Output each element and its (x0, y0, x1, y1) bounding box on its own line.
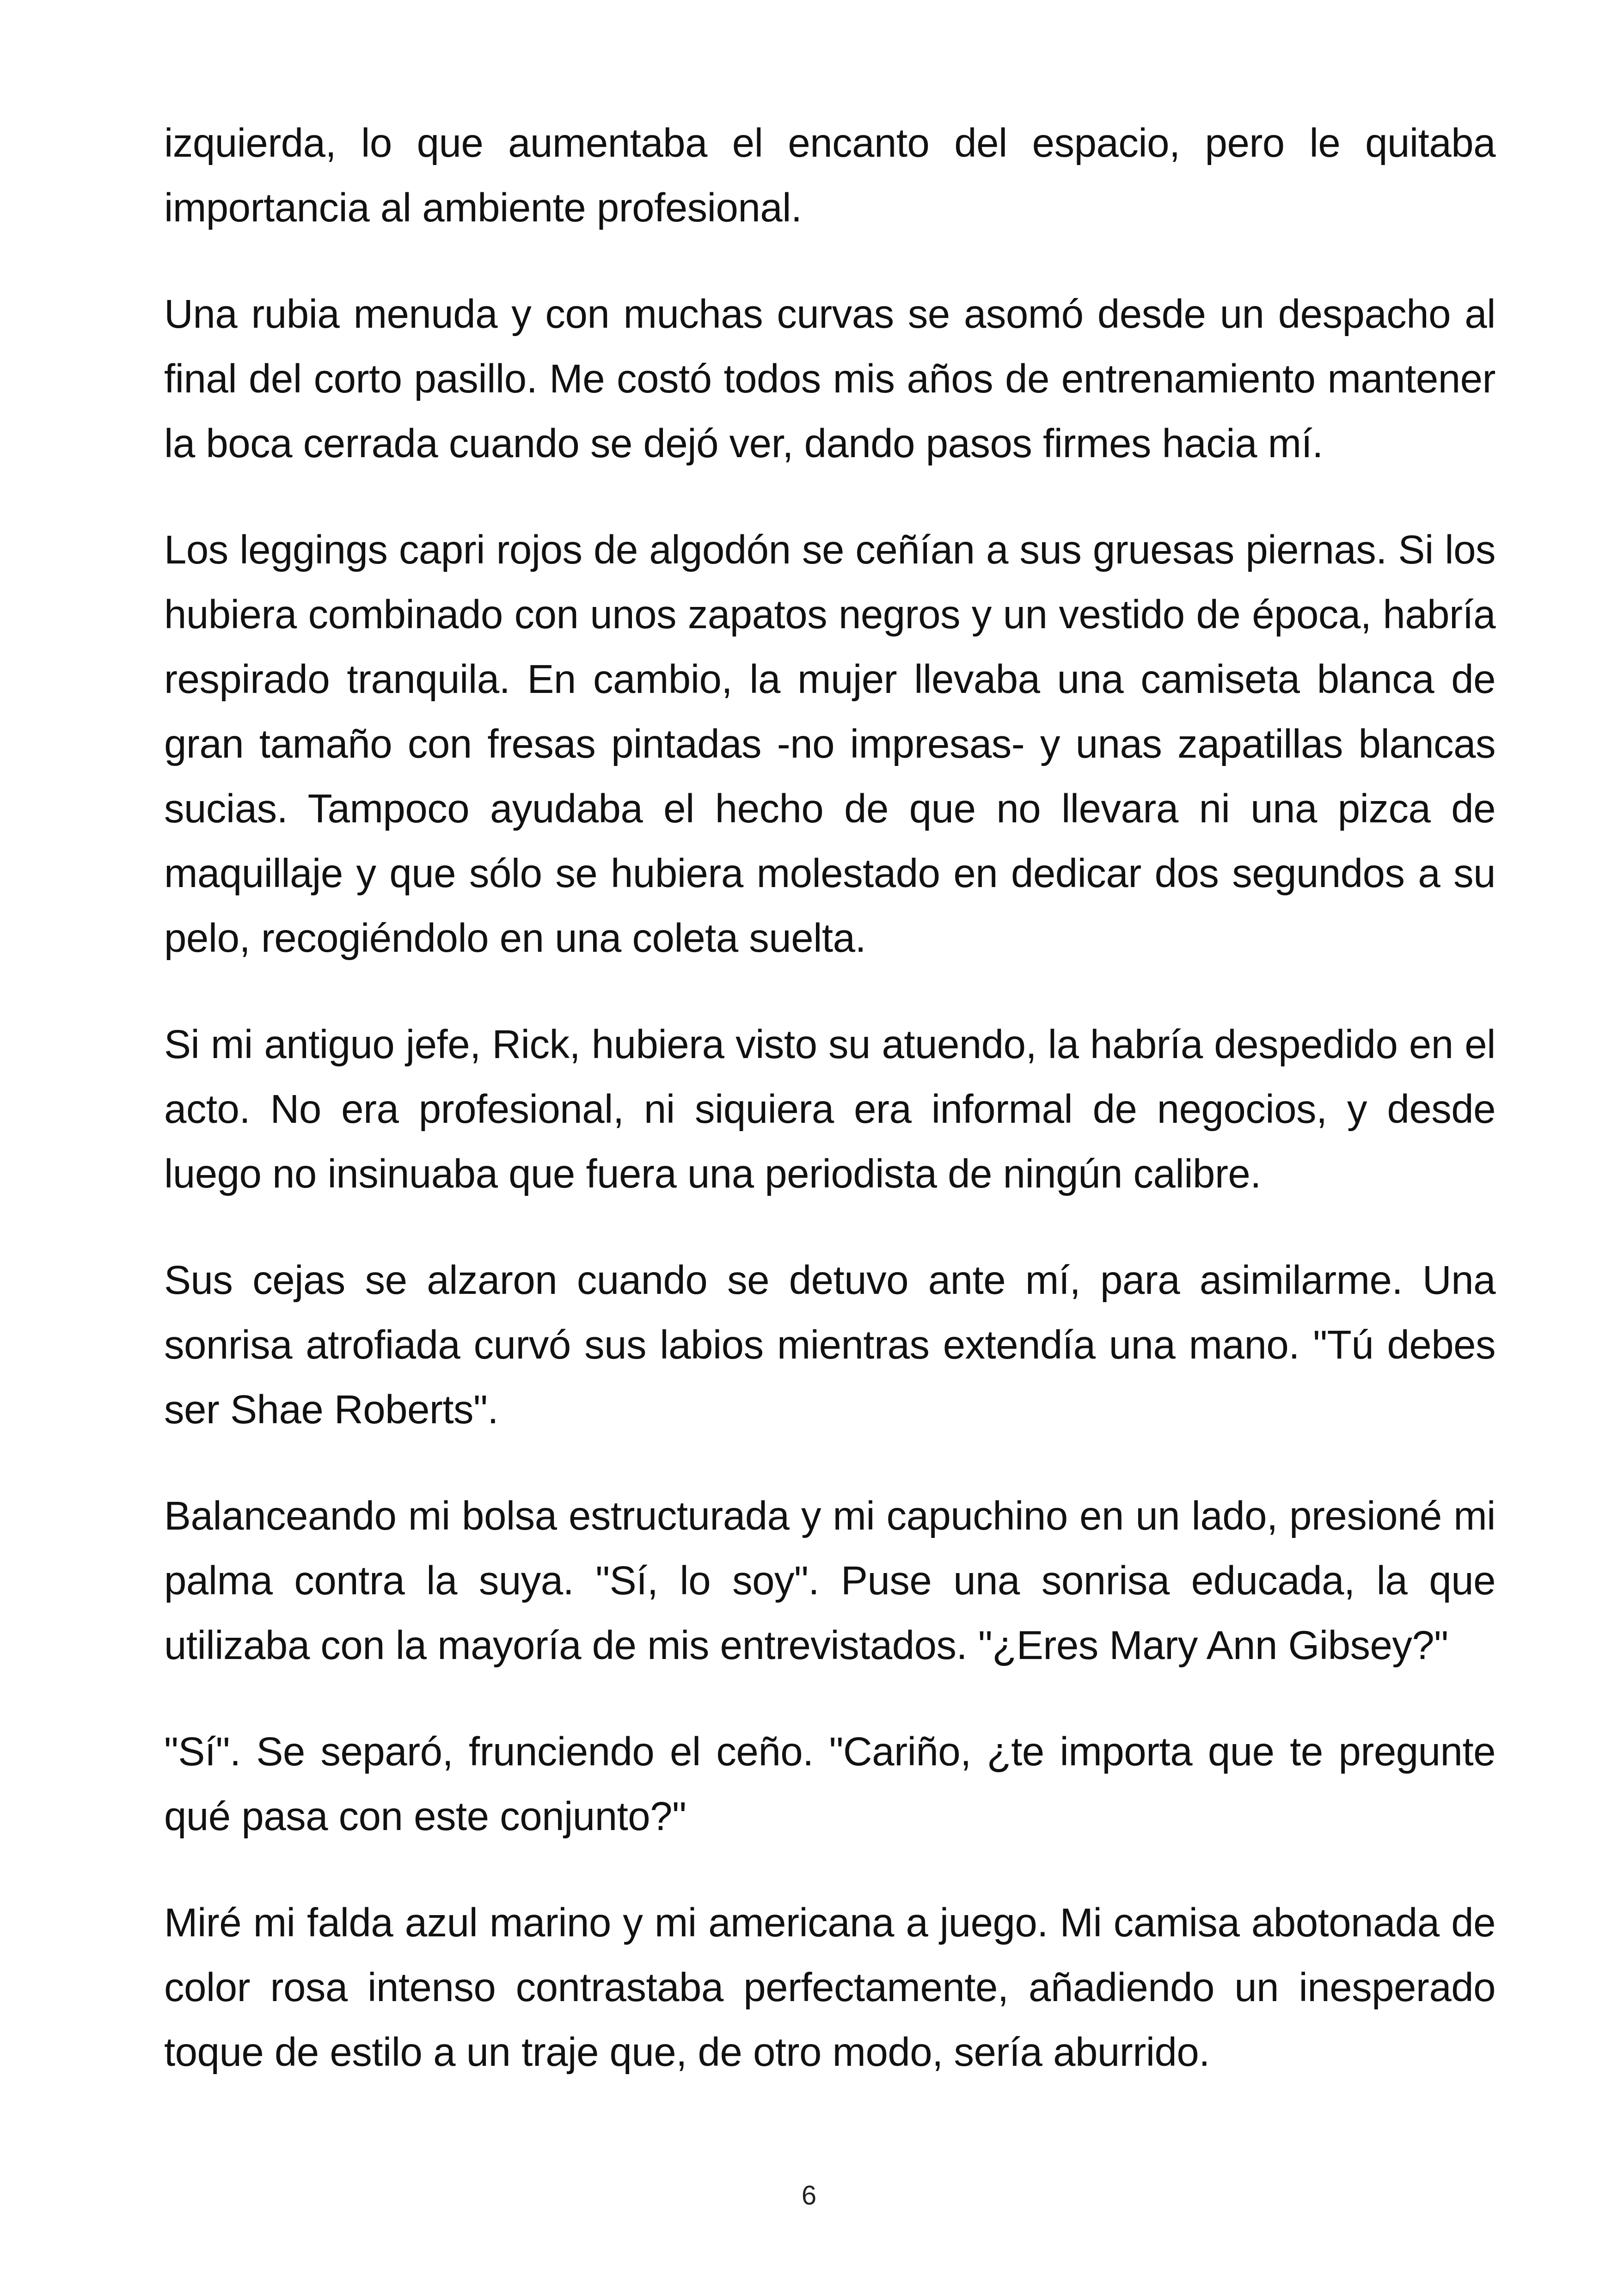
paragraph-7: "Sí". Se separó, frunciendo el ceño. "Cariño, ¿te importa que te pregunte qué pasa con este conjunto?" (164, 1729, 1495, 1839)
paragraph-4: Si mi antiguo jefe, Rick, hubiera visto su atuendo, la habría despedido en el acto. No era profesional, ni siquiera era informal de negocios, y desde luego no insinuaba que fuera una periodista de ningún calibre. (164, 1022, 1495, 1196)
paragraph-1: izquierda, lo que aumentaba el encanto del espacio, pero le quitaba importancia al ambiente profesional. (164, 121, 1495, 230)
paragraph-3: Los leggings capri rojos de algodón se ceñían a sus gruesas piernas. Si los hubiera combinado con unos zapatos negros y un vestido de época, habría respirado tranquila. En cambio, la mujer llevaba una camiseta blanca de gran tamaño con fresas pintadas -no impresas- y unas zapatillas blancas sucias. Tampoco ayudaba el hecho de que no llevara ni una pizca de maquillaje y que sólo se hubiera molestado en dedicar dos segundos a su pelo, recogiéndolo en una coleta suelta. (164, 527, 1495, 961)
paragraph-8: Miré mi falda azul marino y mi americana a juego. Mi camisa abotonada de color rosa intenso contrastaba perfectamente, añadiendo un inesperado toque de estilo a un traje que, de otro modo, sería aburrido. (164, 1900, 1495, 2075)
body-text (164, 111, 1495, 2126)
page-number: 6 (801, 2180, 817, 2210)
paragraph-2: Una rubia menuda y con muchas curvas se asomó desde un despacho al final del corto pasillo. Me costó todos mis años de entrenamiento mantener la boca cerrada cuando se dejó ver, dando pasos firmes hacia mí. (164, 292, 1495, 466)
paragraph-5: Sus cejas se alzaron cuando se detuvo ante mí, para asimilarme. Una sonrisa atrofiada curvó sus labios mientras extendía una mano. "Tú debes ser Shae Roberts". (164, 1258, 1495, 1432)
paragraph-6: Balanceando mi bolsa estructurada y mi capuchino en un lado, presioné mi palma contra la suya. "Sí, lo soy". Puse una sonrisa educada, la que utilizaba con la mayoría de mis entrevistados. "¿Eres Mary Ann Gibsey?" (164, 1494, 1495, 1668)
